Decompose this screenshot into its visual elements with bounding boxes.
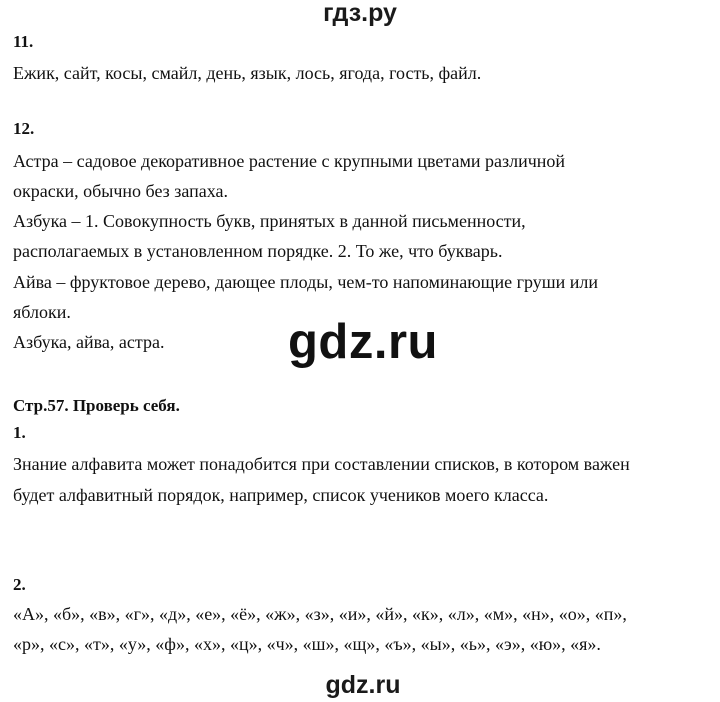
- task-12-line-3: Азбука – 1. Совокупность букв, принятых в данной письменности,: [13, 211, 526, 231]
- check-2-line-2: «р», «с», «т», «у», «ф», «х», «ц», «ч», «ш», «щ», «ъ», «ы», «ь», «э», «ю», «я».: [13, 634, 601, 654]
- task-12-line-2: окраски, обычно без запаха.: [13, 181, 229, 201]
- task-12-line-6: яблоки.: [13, 302, 71, 322]
- task-11-number: 11.: [13, 32, 34, 51]
- task-12-line-4: располагаемых в установленном порядке. 2. То же, что букварь.: [13, 241, 503, 261]
- section-heading: Стр.57. Проверь себя.: [13, 396, 180, 415]
- task-12-number: 12.: [13, 119, 35, 138]
- task-12-line-7: Азбука, айва, астра.: [13, 332, 165, 352]
- check-1-number: 1.: [13, 423, 26, 442]
- check-2-number: 2.: [13, 575, 26, 594]
- site-footer-logo[interactable]: gdz.ru: [325, 671, 401, 699]
- site-header-logo[interactable]: гдз.ру: [323, 0, 397, 27]
- task-12-line-5: Айва – фруктовое дерево, дающее плоды, чем-то напоминающие груши или: [13, 272, 599, 292]
- check-1-line-1: Знание алфавита может понадобится при составлении списков, в котором важен: [13, 454, 630, 474]
- check-2-line-1: «А», «б», «в», «г», «д», «е», «ё», «ж», «з», «и», «й», «к», «л», «м», «н», «о», «п»,: [13, 604, 627, 624]
- task-12-line-1: Астра – садовое декоративное растение с крупными цветами различной: [13, 151, 566, 171]
- check-1-line-2: будет алфавитный порядок, например, список учеников моего класса.: [13, 485, 549, 505]
- task-11-answer: Ежик, сайт, косы, смайл, день, язык, лось, ягода, гость, файл.: [13, 63, 482, 83]
- watermark-logo: gdz.ru: [288, 315, 438, 369]
